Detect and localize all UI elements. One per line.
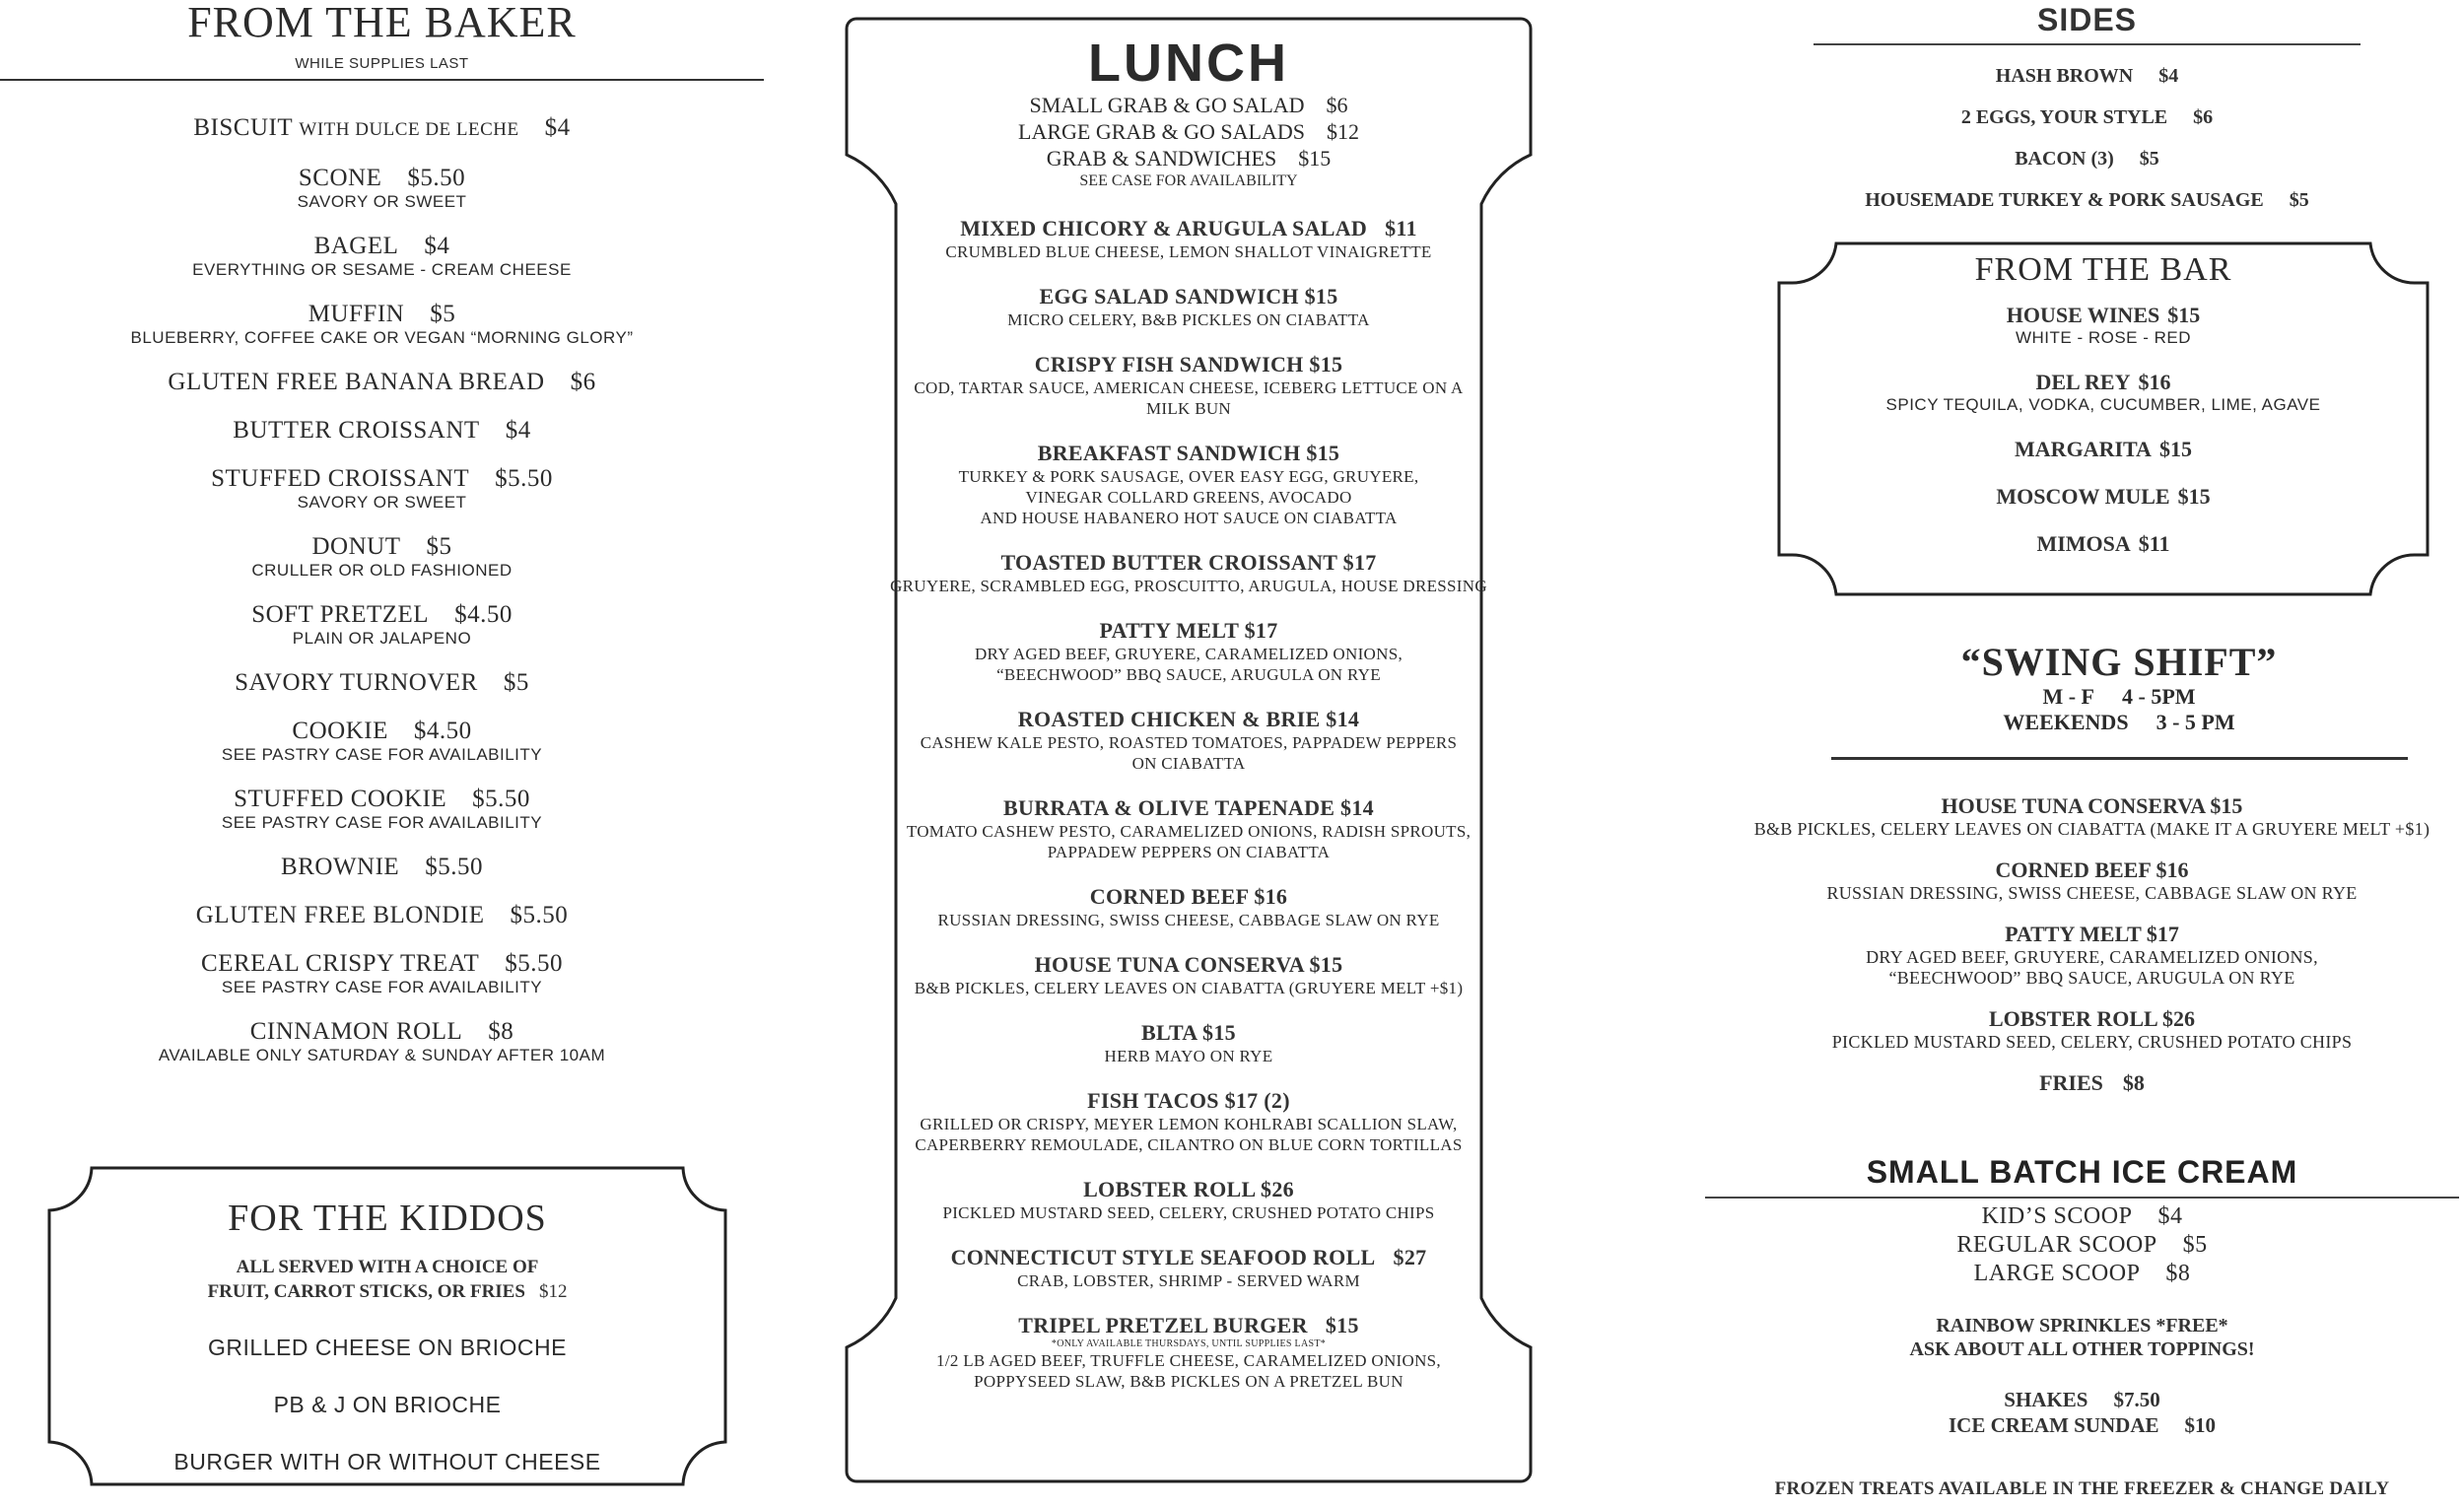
lunch-item-description: COD, TARTAR SAUCE, AMERICAN CHEESE, ICEBERG LETTUCE ON A — [914, 378, 1464, 397]
baker-item-title: SAVORY TURNOVER — [235, 669, 478, 696]
lunch-item-name — [845, 1313, 1533, 1338]
lunch-item-name — [845, 441, 1533, 466]
side-item-price: $4 — [2158, 65, 2179, 87]
lunch-item — [845, 1177, 1533, 1223]
sides-divider — [1814, 43, 2361, 45]
ice-cream-scoops — [1705, 1202, 2459, 1288]
baker-item-description: SAVORY OR SWEET — [297, 192, 467, 211]
bar-item — [1777, 303, 2430, 348]
ice-cream-scoop-price: $8 — [2165, 1261, 2191, 1286]
baker-item-price: $5.50 — [472, 786, 530, 812]
sides-items — [1814, 63, 2361, 213]
lunch-item — [845, 795, 1533, 862]
ice-cream-treat — [1705, 1412, 2459, 1438]
baker-item-description: SAVORY OR SWEET — [297, 493, 467, 512]
bar-item-price: $15 — [2177, 484, 2211, 509]
bar-item-name — [1777, 370, 2430, 395]
baker-item-description: PLAIN OR JALAPENO — [292, 629, 472, 648]
baker-item-name — [0, 417, 764, 445]
lunch-item — [845, 1020, 1533, 1066]
ice-cream-scoop — [1705, 1231, 2459, 1260]
baker-item — [0, 718, 764, 765]
baker-item-name — [0, 950, 764, 978]
lunch-item-name — [845, 1088, 1533, 1114]
lunch-item-name — [845, 795, 1533, 821]
kiddos-title: FOR THE KIDDOS — [228, 1198, 547, 1239]
baker-item-name — [0, 465, 764, 493]
bar-item-price: $15 — [2158, 437, 2192, 461]
ice-cream-treat-price: $7.50 — [2113, 1388, 2160, 1411]
bar-item-title: HOUSE WINES — [2006, 303, 2160, 327]
swing-shift-item — [1720, 1006, 2464, 1053]
swing-shift-items — [1720, 793, 2464, 1114]
baker-item-description: CRULLER OR OLD FASHIONED — [251, 561, 513, 580]
sprinkles-note: RAINBOW SPRINKLES *FREE* — [1936, 1315, 2228, 1337]
lunch-item-description: TURKEY & PORK SAUSAGE, OVER EASY EGG, GRUYERE, — [958, 467, 1419, 486]
lunch-item-description: ON CIABATTA — [1131, 754, 1246, 773]
kiddos-price: $12 — [538, 1281, 568, 1302]
baker-item-price: $4.50 — [454, 601, 513, 628]
lunch-item — [845, 216, 1533, 262]
lunch-item-description: PAPPADEW PEPPERS ON CIABATTA — [1047, 843, 1331, 861]
lunch-item-name — [845, 1245, 1533, 1270]
lunch-item — [845, 1245, 1533, 1291]
baker-item-name — [0, 369, 764, 396]
lunch-item-title: ROASTED CHICKEN & BRIE $14 — [1017, 707, 1360, 731]
swing-shift-item — [1720, 793, 2464, 840]
sides-title: SIDES — [2036, 2, 2138, 37]
ice-cream-divider — [1705, 1197, 2459, 1199]
side-item — [1814, 104, 2361, 130]
lunch-item — [845, 284, 1533, 330]
baker-item-title: GLUTEN FREE BLONDIE — [195, 902, 485, 928]
bar-item — [1777, 531, 2430, 557]
lunch-grab-item-name: GRAB & SANDWICHES — [1046, 146, 1277, 171]
baker-item — [0, 465, 764, 513]
lunch-item-description: MICRO CELERY, B&B PICKLES ON CIABATTA — [1007, 310, 1370, 329]
swing-shift-item-description: DRY AGED BEEF, GRUYERE, CARAMELIZED ONIONS, — [1866, 947, 2318, 967]
toppings-note: ASK ABOUT ALL OTHER TOPPINGS! — [1909, 1338, 2255, 1360]
lunch-item-title: FISH TACOS $17 (2) — [1087, 1088, 1290, 1113]
baker-item — [0, 786, 764, 833]
lunch-item-price: $27 — [1393, 1245, 1427, 1269]
swing-shift-item — [1720, 857, 2464, 904]
baker-item-name — [0, 902, 764, 929]
side-item-price: $5 — [2139, 148, 2159, 170]
lunch-item-description: DRY AGED BEEF, GRUYERE, CARAMELIZED ONIONS, — [974, 645, 1403, 663]
lunch-item — [845, 441, 1533, 528]
bar-item-name — [1777, 531, 2430, 557]
lunch-grab-item-price: $15 — [1298, 146, 1332, 171]
baker-item-title: COOKIE — [292, 718, 388, 744]
kiddos-intro — [47, 1255, 727, 1304]
ice-cream-scoop — [1705, 1202, 2459, 1231]
baker-item — [0, 301, 764, 348]
side-item-name: HOUSEMADE TURKEY & PORK SAUSAGE — [1865, 189, 2264, 211]
baker-item-description: BLUEBERRY, COFFEE CAKE OR VEGAN “MORNING GLORY” — [130, 328, 634, 347]
lunch-availability: SEE CASE FOR AVAILABILITY — [1079, 172, 1298, 189]
lunch-item-description: CASHEW KALE PESTO, ROASTED TOMATOES, PAPPADEW PEPPERS — [920, 733, 1458, 752]
kiddos-intro-line1: ALL SERVED WITH A CHOICE OF — [236, 1257, 539, 1277]
kiddos-box — [47, 1166, 727, 1486]
lunch-grab-item-name: SMALL GRAB & GO SALAD — [1029, 93, 1305, 117]
lunch-item — [845, 884, 1533, 930]
side-item-name: BACON (3) — [2015, 148, 2114, 170]
side-item — [1814, 63, 2361, 89]
lunch-item-title: TRIPEL PRETZEL BURGER — [1018, 1313, 1308, 1337]
baker-item-price: $4.50 — [413, 718, 472, 744]
side-item-name: HASH BROWN — [1995, 65, 2134, 87]
baker-item-price: $5 — [503, 669, 529, 696]
baker-item — [0, 233, 764, 280]
frozen-treats-note: FROZEN TREATS AVAILABLE IN THE FREEZER & CHANGE DAILY — [1774, 1478, 2390, 1499]
bar-item — [1777, 437, 2430, 462]
baker-item-price: $5.50 — [407, 165, 466, 191]
lunch-item-title: CRISPY FISH SANDWICH $15 — [1034, 352, 1343, 377]
lunch-item-description: POPPYSEED SLAW, B&B PICKLES ON A PRETZEL BUN — [974, 1372, 1403, 1391]
lunch-item-description: GRUYERE, SCRAMBLED EGG, PROSCUITTO, ARUGULA, HOUSE DRESSING — [890, 577, 1487, 595]
lunch-item-description: MILK BUN — [1146, 399, 1231, 418]
lunch-item-title: BLTA $15 — [1141, 1020, 1236, 1045]
baker-item-title: BROWNIE — [281, 854, 400, 880]
swing-shift-item-description: PICKLED MUSTARD SEED, CELERY, CRUSHED POTATO CHIPS — [1831, 1032, 2353, 1052]
kiddos-items — [47, 1334, 727, 1475]
bar-item — [1777, 370, 2430, 415]
lunch-grab-items — [845, 92, 1533, 171]
side-item — [1814, 187, 2361, 213]
lunch-item-name — [845, 550, 1533, 576]
swing-shift-item-name — [1720, 857, 2464, 883]
bar-item-title: MOSCOW MULE — [1996, 484, 2170, 509]
swing-shift-item-title: PATTY MELT $17 — [2005, 922, 2179, 946]
baker-item — [0, 1018, 764, 1065]
swing-shift-item-title: HOUSE TUNA CONSERVA $15 — [1941, 793, 2243, 818]
lunch-item — [845, 1088, 1533, 1155]
lunch-item-title: BURRATA & OLIVE TAPENADE $14 — [1003, 795, 1374, 820]
baker-title: FROM THE BAKER — [187, 0, 577, 46]
swing-shift-item-name — [1720, 1006, 2464, 1032]
lunch-item-name — [845, 216, 1533, 241]
lunch-grab-item-price: $12 — [1326, 119, 1359, 144]
baker-item-title: BUTTER CROISSANT — [233, 417, 480, 444]
lunch-item-description: AND HOUSE HABANERO HOT SAUCE ON CIABATTA — [980, 509, 1398, 527]
lunch-item-name — [845, 1177, 1533, 1202]
baker-item — [0, 165, 764, 212]
lunch-box — [845, 17, 1533, 1483]
bar-item-description: SPICY TEQUILA, VODKA, CUCUMBER, LIME, AGAVE — [1885, 395, 2321, 414]
lunch-item-price: $15 — [1325, 1313, 1359, 1337]
baker-item-description: SEE PASTRY CASE FOR AVAILABILITY — [221, 813, 543, 832]
lunch-items — [845, 216, 1533, 1392]
ice-cream-treat-name: ICE CREAM SUNDAE — [1948, 1413, 2159, 1437]
bar-item-title: MARGARITA — [2015, 437, 2152, 461]
lunch-item — [845, 952, 1533, 998]
baker-item-name — [0, 718, 764, 745]
baker-item-name — [0, 165, 764, 192]
lunch-item-description: TOMATO CASHEW PESTO, CARAMELIZED ONIONS, RADISH SPROUTS, — [906, 822, 1472, 841]
baker-item-title: CEREAL CRISPY TREAT — [201, 950, 480, 977]
baker-item-name — [0, 669, 764, 697]
swing-shift-item-description: “BEECHWOOD” BBQ SAUCE, ARUGULA ON RYE — [1888, 968, 2295, 988]
bar-item-name — [1777, 437, 2430, 462]
kiddos-intro-line2: FRUIT, CARROT STICKS, OR FRIES $12 — [207, 1281, 568, 1302]
baker-item — [0, 950, 764, 997]
lunch-item-name — [845, 707, 1533, 732]
baker-item-name — [0, 233, 764, 260]
baker-item — [0, 417, 764, 445]
swing-shift-item-description: RUSSIAN DRESSING, SWISS CHEESE, CABBAGE SLAW ON RYE — [1826, 883, 2358, 903]
baker-item-title: BISCUIT — [193, 114, 293, 141]
kiddos-item: GRILLED CHEESE ON BRIOCHE — [208, 1335, 567, 1360]
lunch-item-description: GRILLED OR CRISPY, MEYER LEMON KOHLRABI SCALLION SLAW, — [920, 1115, 1458, 1133]
ice-cream-scoop — [1705, 1260, 2459, 1288]
lunch-item-title: TOASTED BUTTER CROISSANT $17 — [1000, 550, 1377, 575]
baker-item — [0, 533, 764, 581]
baker-item-price: $6 — [570, 369, 596, 395]
baker-item-name — [0, 854, 764, 881]
baker-divider — [0, 79, 764, 81]
baker-item-title: SOFT PRETZEL — [251, 601, 430, 628]
baker-subtitle: WHILE SUPPLIES LAST — [295, 55, 469, 72]
swing-shift-item-title: CORNED BEEF $16 — [1995, 857, 2189, 882]
lunch-item-description: CRUMBLED BLUE CHEESE, LEMON SHALLOT VINAIGRETTE — [945, 242, 1432, 261]
baker-item-price: $4 — [505, 417, 531, 444]
baker-item-title: SCONE — [298, 165, 382, 191]
side-item — [1814, 146, 2361, 171]
baker-item-title: STUFFED COOKIE — [234, 786, 447, 812]
lunch-item-description: CRAB, LOBSTER, SHRIMP - SERVED WARM — [1017, 1271, 1360, 1290]
lunch-grab-item-name: LARGE GRAB & GO SALADS — [1018, 119, 1305, 144]
baker-item-price: $4 — [544, 114, 571, 141]
swing-shift-divider — [1831, 757, 2408, 760]
lunch-grab-item-price: $6 — [1326, 93, 1348, 117]
swing-shift-item-name — [1720, 793, 2464, 819]
baker-item-name — [0, 533, 764, 561]
baker-item-price: $5 — [430, 301, 456, 327]
sides-section — [1814, 0, 2361, 229]
ice-cream-section — [1705, 1153, 2459, 1501]
baker-item-title: DONUT — [311, 533, 401, 560]
swing-shift-weekend-hours: WEEKENDS 3 - 5 PM — [2003, 710, 2235, 734]
lunch-item-name — [845, 284, 1533, 309]
baker-item — [0, 854, 764, 881]
bar-item-price: $15 — [2167, 303, 2201, 327]
lunch-item-description: B&B PICKLES, CELERY LEAVES ON CIABATTA (GRUYERE MELT +$1) — [914, 979, 1464, 997]
kiddos-item: BURGER WITH OR WITHOUT CHEESE — [173, 1449, 601, 1474]
lunch-item — [845, 352, 1533, 419]
ice-cream-treats — [1705, 1387, 2459, 1438]
lunch-item — [845, 550, 1533, 596]
swing-shift-item-title: FRIES — [2039, 1070, 2103, 1095]
baker-item-name — [0, 601, 764, 629]
lunch-item-title: CONNECTICUT STYLE SEAFOOD ROLL — [950, 1245, 1376, 1269]
lunch-item-name — [845, 1020, 1533, 1046]
ice-cream-scoop-price: $4 — [2157, 1203, 2183, 1229]
baker-item — [0, 902, 764, 929]
ice-cream-treat-price: $10 — [2184, 1413, 2217, 1437]
lunch-item-price: $11 — [1385, 216, 1417, 240]
bar-item-name — [1777, 484, 2430, 510]
ice-cream-toppings — [1705, 1314, 2459, 1361]
lunch-item-title: HOUSE TUNA CONSERVA $15 — [1034, 952, 1343, 977]
side-item-name: 2 EGGS, YOUR STYLE — [1960, 106, 2168, 128]
baker-item — [0, 669, 764, 697]
lunch-grab-item — [845, 92, 1533, 118]
baker-item — [0, 114, 764, 144]
ice-cream-treat-name: SHAKES — [2004, 1388, 2088, 1411]
lunch-item-title: CORNED BEEF $16 — [1089, 884, 1288, 909]
lunch-item-title: BREAKFAST SANDWICH $15 — [1037, 441, 1340, 465]
ice-cream-scoop-price: $5 — [2182, 1232, 2208, 1258]
baker-item — [0, 601, 764, 649]
lunch-item-description: CAPERBERRY REMOULADE, CILANTRO ON BLUE CORN TORTILLAS — [915, 1135, 1463, 1154]
lunch-title: LUNCH — [1088, 34, 1289, 93]
kiddos-item: PB & J ON BRIOCHE — [273, 1392, 502, 1417]
bar-box — [1777, 241, 2430, 596]
baker-item-price: $5 — [426, 533, 452, 560]
baker-item-subtitle: WITH DULCE DE LECHE — [299, 119, 519, 140]
bar-item-description: WHITE - ROSE - RED — [2015, 328, 2192, 347]
lunch-item — [845, 618, 1533, 685]
side-item-price: $5 — [2289, 189, 2309, 211]
baker-items — [0, 114, 764, 1065]
baker-item-name — [0, 1018, 764, 1046]
baker-item-description: SEE PASTRY CASE FOR AVAILABILITY — [221, 978, 543, 996]
lunch-item-title: PATTY MELT $17 — [1099, 618, 1278, 643]
bar-item-title: MIMOSA — [2036, 531, 2131, 556]
swing-shift-item-title: LOBSTER ROLL $26 — [1988, 1006, 2196, 1031]
lunch-item-description: VINEGAR COLLARD GREENS, AVOCADO — [1025, 488, 1352, 507]
baker-item-price: $5.50 — [495, 465, 553, 492]
ice-cream-title: SMALL BATCH ICE CREAM — [1866, 1154, 2298, 1190]
side-item-price: $6 — [2193, 106, 2214, 128]
lunch-item-title: LOBSTER ROLL $26 — [1083, 1177, 1294, 1201]
baker-item-price: $5.50 — [425, 854, 483, 880]
lunch-item — [845, 707, 1533, 774]
lunch-item-name — [845, 884, 1533, 910]
bar-item-price: $11 — [2138, 531, 2170, 556]
lunch-item — [845, 1313, 1533, 1392]
lunch-item-title: EGG SALAD SANDWICH $15 — [1039, 284, 1338, 308]
lunch-item-description: 1/2 LB AGED BEEF, TRUFFLE CHEESE, CARAMELIZED ONIONS, — [936, 1351, 1441, 1370]
baker-item-name — [0, 786, 764, 813]
baker-item-name — [0, 114, 764, 144]
baker-item-title: MUFFIN — [308, 301, 405, 327]
baker-section — [0, 0, 764, 1086]
lunch-item-description: “BEECHWOOD” BBQ SAUCE, ARUGULA ON RYE — [996, 665, 1381, 684]
lunch-item-description: RUSSIAN DRESSING, SWISS CHEESE, CABBAGE SLAW ON RYE — [937, 911, 1440, 929]
swing-shift-section — [1814, 641, 2425, 760]
ice-cream-scoop-name: KID’S SCOOP — [1981, 1203, 2133, 1229]
lunch-item-name — [845, 618, 1533, 644]
baker-item-title: STUFFED CROISSANT — [211, 465, 470, 492]
baker-item-description: EVERYTHING OR SESAME - CREAM CHEESE — [192, 260, 572, 279]
baker-item — [0, 369, 764, 396]
baker-item-title: CINNAMON ROLL — [249, 1018, 463, 1045]
lunch-item-note: *ONLY AVAILABLE THURSDAYS, UNTIL SUPPLIES LAST* — [1051, 1338, 1327, 1349]
lunch-grab-item — [845, 145, 1533, 171]
baker-item-title: GLUTEN FREE BANANA BREAD — [168, 369, 545, 395]
swing-shift-item — [1720, 922, 2464, 989]
bar-item-name — [1777, 303, 2430, 328]
lunch-item-name — [845, 352, 1533, 377]
bar-item-title: DEL REY — [2035, 370, 2131, 394]
baker-item-price: $4 — [424, 233, 450, 259]
ice-cream-scoop-name: LARGE SCOOP — [1973, 1261, 2141, 1286]
baker-item-description: AVAILABLE ONLY SATURDAY & SUNDAY AFTER 10AM — [158, 1046, 606, 1064]
baker-item-price: $5.50 — [510, 902, 569, 928]
baker-item-description: SEE PASTRY CASE FOR AVAILABILITY — [221, 745, 543, 764]
swing-shift-weekday-hours: M - F 4 - 5PM — [2042, 684, 2196, 709]
baker-item-title: BAGEL — [313, 233, 399, 259]
lunch-item-description: HERB MAYO ON RYE — [1104, 1047, 1273, 1065]
lunch-item-name — [845, 952, 1533, 978]
lunch-grab-item — [845, 118, 1533, 145]
baker-item-price: $5.50 — [505, 950, 563, 977]
bar-title: FROM THE BAR — [1974, 251, 2232, 288]
bar-items — [1777, 303, 2430, 557]
swing-shift-item — [1720, 1070, 2464, 1096]
bar-item-price: $16 — [2138, 370, 2171, 394]
swing-shift-item-name — [1720, 922, 2464, 947]
swing-shift-item-name — [1720, 1070, 2464, 1096]
ice-cream-scoop-name: REGULAR SCOOP — [1956, 1232, 2157, 1258]
lunch-item-description: PICKLED MUSTARD SEED, CELERY, CRUSHED POTATO CHIPS — [942, 1203, 1435, 1222]
baker-item-price: $8 — [488, 1018, 514, 1045]
baker-item-name — [0, 301, 764, 328]
ice-cream-treat — [1705, 1387, 2459, 1412]
swing-shift-item-description: B&B PICKLES, CELERY LEAVES ON CIABATTA (MAKE IT A GRUYERE MELT +$1) — [1753, 819, 2430, 839]
swing-shift-item-price: $8 — [2122, 1070, 2145, 1095]
bar-item — [1777, 484, 2430, 510]
swing-shift-title: “SWING SHIFT” — [1960, 640, 2278, 684]
lunch-item-title: MIXED CHICORY & ARUGULA SALAD — [960, 216, 1368, 240]
